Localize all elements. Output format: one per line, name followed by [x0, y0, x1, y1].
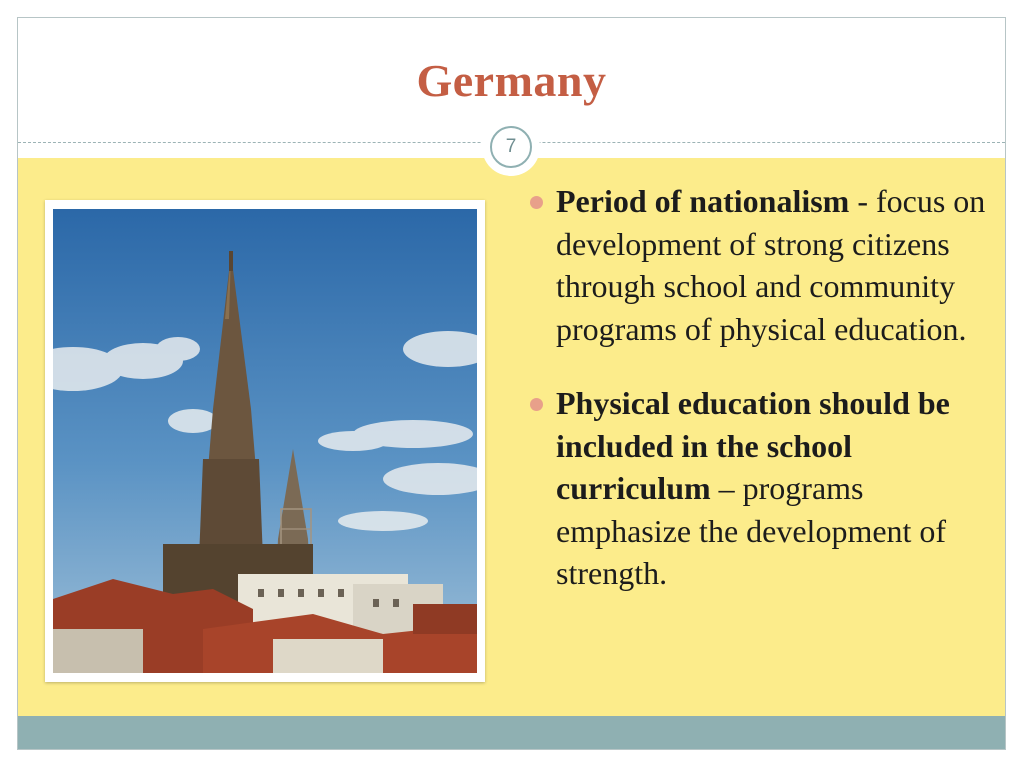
bullet-icon: [530, 196, 543, 209]
town: [53, 574, 477, 673]
footer-band: [18, 716, 1005, 750]
photo-frame: [45, 200, 485, 682]
bullet-list: [526, 180, 996, 595]
cathedral-photo: [53, 209, 477, 673]
bullet-icon: [530, 398, 543, 411]
bullet-separator: –: [710, 470, 743, 506]
slide: [17, 17, 1006, 750]
bullet-item: [526, 382, 996, 595]
slide-number: 7: [490, 126, 532, 168]
bullet-separator: -: [849, 183, 876, 219]
slide-title: Germany: [416, 55, 607, 106]
bullet-heading: Period of nationalism: [556, 183, 850, 219]
bullet-text: programs emphasize the development of strength.: [556, 470, 947, 591]
bullet-text: focus on development of strong citizens through school and community programs of physical education.: [556, 183, 986, 347]
bullet-item: [526, 180, 996, 350]
bullet-heading: Physical education should be included in the school curriculum: [556, 385, 950, 506]
